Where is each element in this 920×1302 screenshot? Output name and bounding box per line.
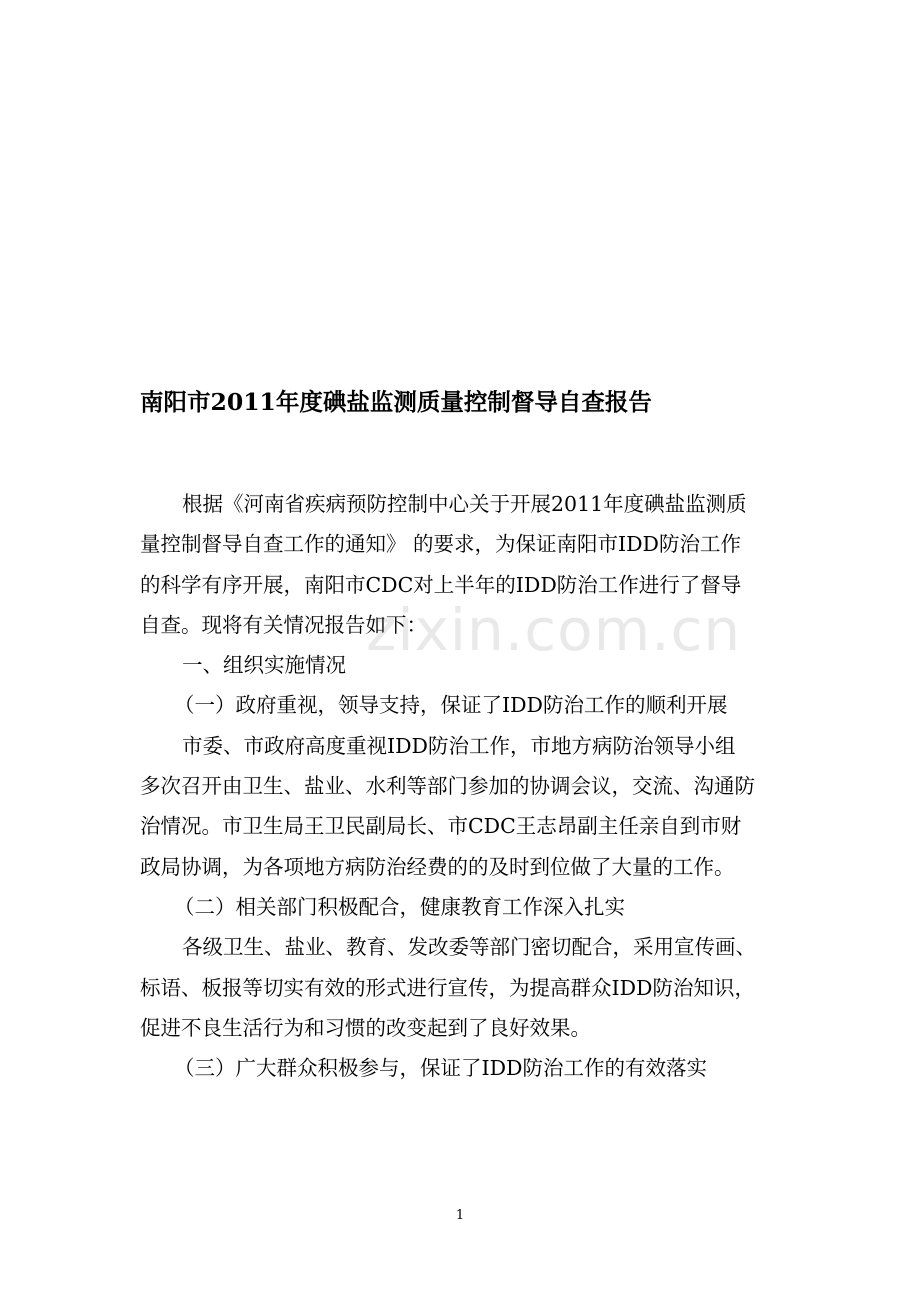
subsection-heading: （三）广大群众积极参与，保证了IDD防治工作的有效落实	[174, 1056, 707, 1081]
section-heading: 一、组织实施情况	[182, 653, 346, 678]
paragraph-line: 市委、市政府高度重视IDD防治工作，市地方病防治领导小组	[182, 733, 736, 758]
paragraph-line: 政局协调，为各项地方病防治经费的的及时到位做了大量的工作。	[140, 854, 735, 879]
watermark: zixin.com.cn	[366, 596, 742, 664]
paragraph-line: 治情况。市卫生局王卫民副局长、市CDC王志昂副主任亲自到市财	[140, 814, 742, 839]
paragraph-line: 量控制督导自查工作的通知》 的要求，为保证南阳市IDD防治工作	[140, 532, 741, 557]
document-body	[140, 484, 785, 1088]
document-title: 南阳市2011年度碘盐监测质量控制督导自查报告	[140, 388, 652, 416]
subsection-heading: （二）相关部门积极配合，健康教育工作深入扎实	[174, 894, 625, 919]
subsection-heading: （一）政府重视，领导支持，保证了IDD防治工作的顺利开展	[174, 693, 728, 718]
paragraph-line: 各级卫生、盐业、教育、发改委等部门密切配合，采用宣传画、	[182, 935, 756, 960]
page-number: 1	[455, 1208, 465, 1223]
paragraph-line: 促进不良生活行为和习惯的改变起到了良好效果。	[140, 1015, 591, 1040]
paragraph-line: 多次召开由卫生、盐业、水利等部门参加的协调会议，交流、沟通防	[140, 774, 755, 799]
paragraph-line: 自查。现将有关情况报告如下：	[140, 612, 427, 637]
paragraph-line: 的科学有序开展，南阳市CDC对上半年的IDD防治工作进行了督导	[140, 572, 742, 597]
paragraph-line: 标语、板报等切实有效的形式进行宣传，为提高群众IDD防治知识，	[140, 975, 755, 1000]
paragraph-line: 根据《河南省疾病预防控制中心关于开展2011年度碘盐监测质	[182, 492, 747, 516]
